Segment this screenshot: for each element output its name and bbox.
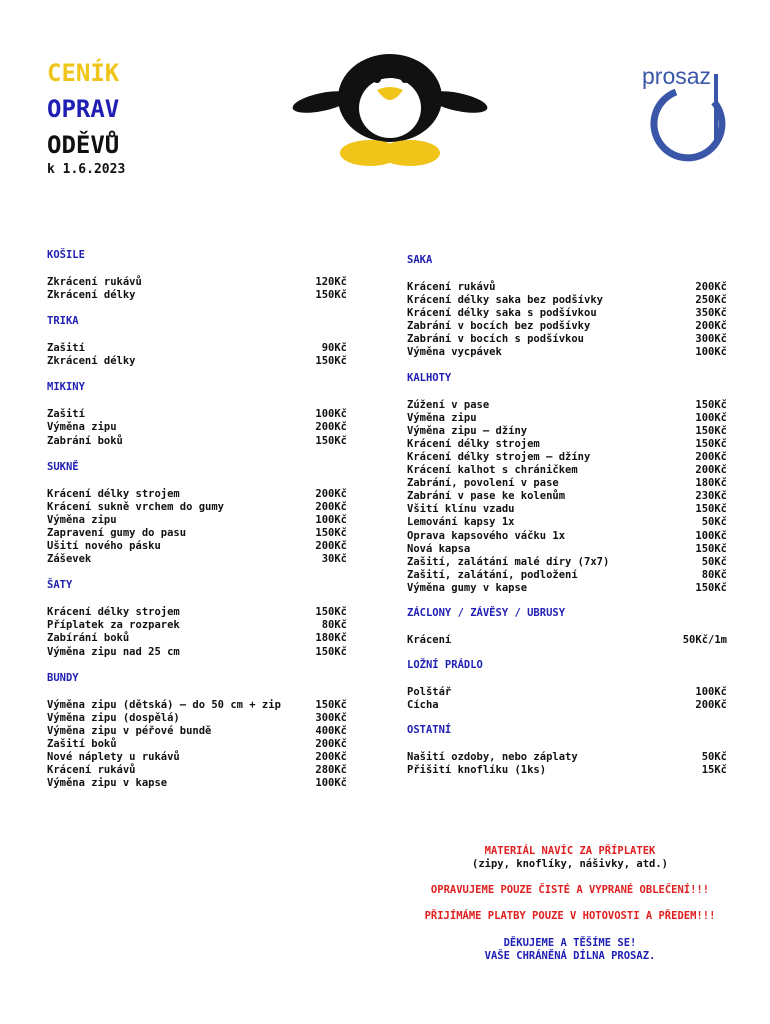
section-heading: KOŠILE <box>47 249 85 261</box>
price-row <box>47 488 347 501</box>
service-name: Krácení <box>407 633 452 646</box>
service-price: 120Kč <box>315 276 347 288</box>
service-price: 150Kč <box>315 526 347 539</box>
service-price: 80Kč <box>321 619 347 632</box>
service-name: Zapravení gumy do pasu <box>47 526 187 539</box>
service-price: 150Kč <box>695 437 727 450</box>
right-column <box>407 254 727 789</box>
service-price: 300Kč <box>695 333 727 346</box>
service-price: 100Kč <box>695 346 727 359</box>
service-name: Všití klínu vzadu <box>407 503 515 516</box>
service-name: Zabrání v bocích bez podšívky <box>407 320 591 333</box>
price-row <box>47 408 347 421</box>
service-name: Výměna zipu nad 25 cm <box>47 645 180 658</box>
service-price: 180Kč <box>695 477 727 490</box>
service-name: Krácení délky strojem – džíny <box>407 450 591 463</box>
price-row <box>47 501 347 514</box>
price-row <box>47 606 347 619</box>
price-row <box>407 516 727 529</box>
service-name: Krácení délky strojem <box>47 606 180 619</box>
service-price: 300Kč <box>315 711 347 724</box>
service-price: 50Kč/1m <box>682 633 727 646</box>
service-price: 200Kč <box>695 464 727 477</box>
logo-text: prosaz <box>642 63 712 89</box>
service-name: Krácení délky saka s podšívkou <box>407 307 597 320</box>
price-row <box>407 399 727 412</box>
service-name: Zabrání, povolení v pase <box>407 477 559 490</box>
service-price: 200Kč <box>695 281 727 293</box>
service-name: Výměna zipu v péřové bundě <box>47 724 212 737</box>
service-name: Polštář <box>407 686 452 699</box>
service-price: 150Kč <box>315 698 347 711</box>
price-row <box>407 412 727 425</box>
thanks-line: DĚKUJEME A TĚŠÍME SE! <box>503 937 637 949</box>
service-price: 150Kč <box>315 289 347 302</box>
service-price: 15Kč <box>701 764 727 777</box>
price-row <box>47 738 347 751</box>
service-price: 50Kč <box>701 555 727 568</box>
service-name: Krácení sukně vrchem do gumy <box>47 500 225 513</box>
prosaz-logo <box>636 62 726 172</box>
service-name: Zkrácení délky <box>47 289 136 302</box>
service-price: 50Kč <box>701 751 727 764</box>
service-name: Zašití <box>47 408 85 421</box>
price-row <box>407 464 727 477</box>
service-price: 100Kč <box>315 408 347 421</box>
service-price: 200Kč <box>695 699 727 712</box>
service-price: 100Kč <box>695 529 727 542</box>
price-row <box>407 582 727 595</box>
service-name: Zkrácení rukávů <box>47 276 142 288</box>
section-heading: SUKNĚ <box>47 460 79 473</box>
price-row <box>47 355 347 368</box>
service-name: Nové náplety u rukávů <box>47 750 180 763</box>
left-column <box>47 249 347 803</box>
service-price: 200Kč <box>315 737 347 750</box>
price-row <box>47 342 347 355</box>
service-name: Výměna zipu (dospělá) <box>47 711 180 724</box>
price-row <box>407 764 727 777</box>
service-price: 280Kč <box>315 764 347 777</box>
service-name: Výměna zipu <box>47 513 117 526</box>
price-row <box>47 646 347 659</box>
price-row <box>47 712 347 725</box>
price-row <box>407 425 727 438</box>
service-price: 200Kč <box>695 450 727 463</box>
price-row <box>407 569 727 582</box>
section-heading: KALHOTY <box>407 371 452 384</box>
price-row <box>47 777 347 790</box>
service-price: 400Kč <box>315 724 347 737</box>
price-row <box>47 514 347 527</box>
price-row <box>407 530 727 543</box>
price-row <box>47 725 347 738</box>
service-price: 200Kč <box>315 750 347 763</box>
price-row <box>407 634 727 647</box>
service-name: Výměna zipu <box>47 421 117 434</box>
price-row <box>407 307 727 320</box>
service-name: Přišití knoflíku (1ks) <box>407 764 547 777</box>
price-row <box>47 421 347 434</box>
service-name: Krácení délky strojem <box>407 437 540 450</box>
service-name: Výměna zipu – džíny <box>407 424 528 437</box>
price-row <box>407 451 727 464</box>
price-row <box>407 490 727 503</box>
service-price: 350Kč <box>695 307 727 320</box>
material-surcharge-detail: (zipy, knoflíky, nášivky, atd.) <box>472 858 668 870</box>
penguin-icon <box>292 52 488 170</box>
service-name: Příplatek za rozparek <box>47 619 180 632</box>
service-name: Zabírání boků <box>47 632 130 645</box>
service-name: Cícha <box>407 699 439 712</box>
service-price: 250Kč <box>695 294 727 307</box>
price-row <box>407 294 727 307</box>
service-name: Krácení délky strojem <box>47 487 180 500</box>
service-name: Zkrácení délky <box>47 355 136 368</box>
price-row <box>47 764 347 777</box>
service-price: 150Kč <box>695 581 727 594</box>
service-price: 150Kč <box>695 424 727 437</box>
service-name: Zabrání boků <box>47 434 123 447</box>
service-price: 80Kč <box>701 568 727 581</box>
service-name: Krácení rukávů <box>47 764 136 777</box>
clean-clothes-notice: OPRAVUJEME POUZE ČISTÉ A VYPRANÉ OBLEČENÍ!!! <box>430 884 710 896</box>
service-price: 100Kč <box>315 513 347 526</box>
service-price: 100Kč <box>695 686 727 699</box>
service-name: Zašití <box>47 342 85 355</box>
service-price: 90Kč <box>321 342 347 355</box>
service-name: Našití ozdoby, nebo záplaty <box>407 751 578 764</box>
service-price: 150Kč <box>695 398 727 411</box>
price-row <box>47 619 347 632</box>
price-row <box>47 540 347 553</box>
title-line-oprav: OPRAV <box>47 95 120 123</box>
service-name: Záševek <box>47 553 92 566</box>
service-price: 150Kč <box>695 542 727 555</box>
service-price: 200Kč <box>695 320 727 333</box>
price-row <box>47 276 347 289</box>
service-price: 150Kč <box>315 645 347 658</box>
section-heading: ŠATY <box>47 579 73 592</box>
service-price: 180Kč <box>315 632 347 645</box>
price-row <box>47 632 347 645</box>
service-name: Výměna zipu v kapse <box>47 777 168 790</box>
price-row <box>47 553 347 566</box>
service-name: Krácení kalhot s chráničkem <box>407 464 578 477</box>
service-name: Krácení rukávů <box>407 281 496 293</box>
payment-notice: PŘIJÍMÁME PLATBY POUZE V HOTOVOSTI A PŘEDEM!!! <box>424 910 716 922</box>
service-price: 200Kč <box>315 500 347 513</box>
service-name: Zašití, zalátání, podložení <box>407 568 578 581</box>
price-row <box>47 699 347 712</box>
service-price: 150Kč <box>695 503 727 516</box>
section-heading: LOŽNÍ PRÁDLO <box>407 659 483 672</box>
service-name: Zabrání v bocích s podšívkou <box>407 333 585 346</box>
section-heading: MIKINY <box>47 381 85 394</box>
service-name: Zašití, zalátání malé díry (7x7) <box>407 555 610 568</box>
price-list-date: k 1.6.2023 <box>47 162 126 177</box>
price-row <box>407 699 727 712</box>
section-heading: OSTATNÍ <box>407 724 452 737</box>
title-line-odevu: ODĚVŮ <box>47 131 120 159</box>
price-row <box>47 527 347 540</box>
service-price: 200Kč <box>315 487 347 500</box>
service-price: 50Kč <box>701 516 727 529</box>
service-name: Lemování kapsy 1x <box>407 516 515 529</box>
price-row <box>407 333 727 346</box>
price-row <box>407 503 727 516</box>
price-row <box>47 435 347 448</box>
section-heading: BUNDY <box>47 671 79 684</box>
service-price: 30Kč <box>321 553 347 566</box>
price-row <box>407 477 727 490</box>
service-price: 150Kč <box>315 355 347 368</box>
service-name: Nová kapsa <box>407 542 471 555</box>
service-name: Zabrání v pase ke kolenům <box>407 490 566 503</box>
service-name: Ušití nového pásku <box>47 540 161 553</box>
price-row <box>407 751 727 764</box>
price-row <box>407 320 727 333</box>
price-row <box>407 543 727 556</box>
service-price: 230Kč <box>695 490 727 503</box>
material-surcharge-title: MATERIÁL NAVÍC ZA PŘÍPLATEK <box>484 845 656 857</box>
service-name: Výměna gumy v kapse <box>407 581 528 594</box>
price-row <box>407 556 727 569</box>
price-row <box>407 346 727 359</box>
price-row <box>47 289 347 302</box>
section-heading: ZÁCLONY / ZÁVĚSY / UBRUSY <box>407 606 566 619</box>
service-name: Zúžení v pase <box>407 398 490 411</box>
section-heading: SAKA <box>407 254 433 266</box>
service-name: Výměna vycpávek <box>407 346 502 359</box>
service-name: Výměna zipu (dětská) – do 50 cm + zip <box>47 698 281 711</box>
service-price: 100Kč <box>315 777 347 790</box>
service-price: 150Kč <box>315 434 347 447</box>
service-name: Krácení délky saka bez podšívky <box>407 294 603 307</box>
service-price: 150Kč <box>315 606 347 619</box>
service-price: 200Kč <box>315 540 347 553</box>
service-price: 100Kč <box>695 411 727 424</box>
service-name: Zašití boků <box>47 737 117 750</box>
service-name: Výměna zipu <box>407 411 477 424</box>
section-heading: TRIKA <box>47 315 79 328</box>
price-row <box>407 686 727 699</box>
title-line-cenik: CENÍK <box>47 59 120 87</box>
price-row <box>407 281 727 294</box>
service-price: 200Kč <box>315 421 347 434</box>
price-row <box>47 751 347 764</box>
price-row <box>407 438 727 451</box>
signature-line: VAŠE CHRÁNĚNÁ DÍLNA PROSAZ. <box>484 950 656 962</box>
service-name: Oprava kapsového váčku 1x <box>407 529 566 542</box>
